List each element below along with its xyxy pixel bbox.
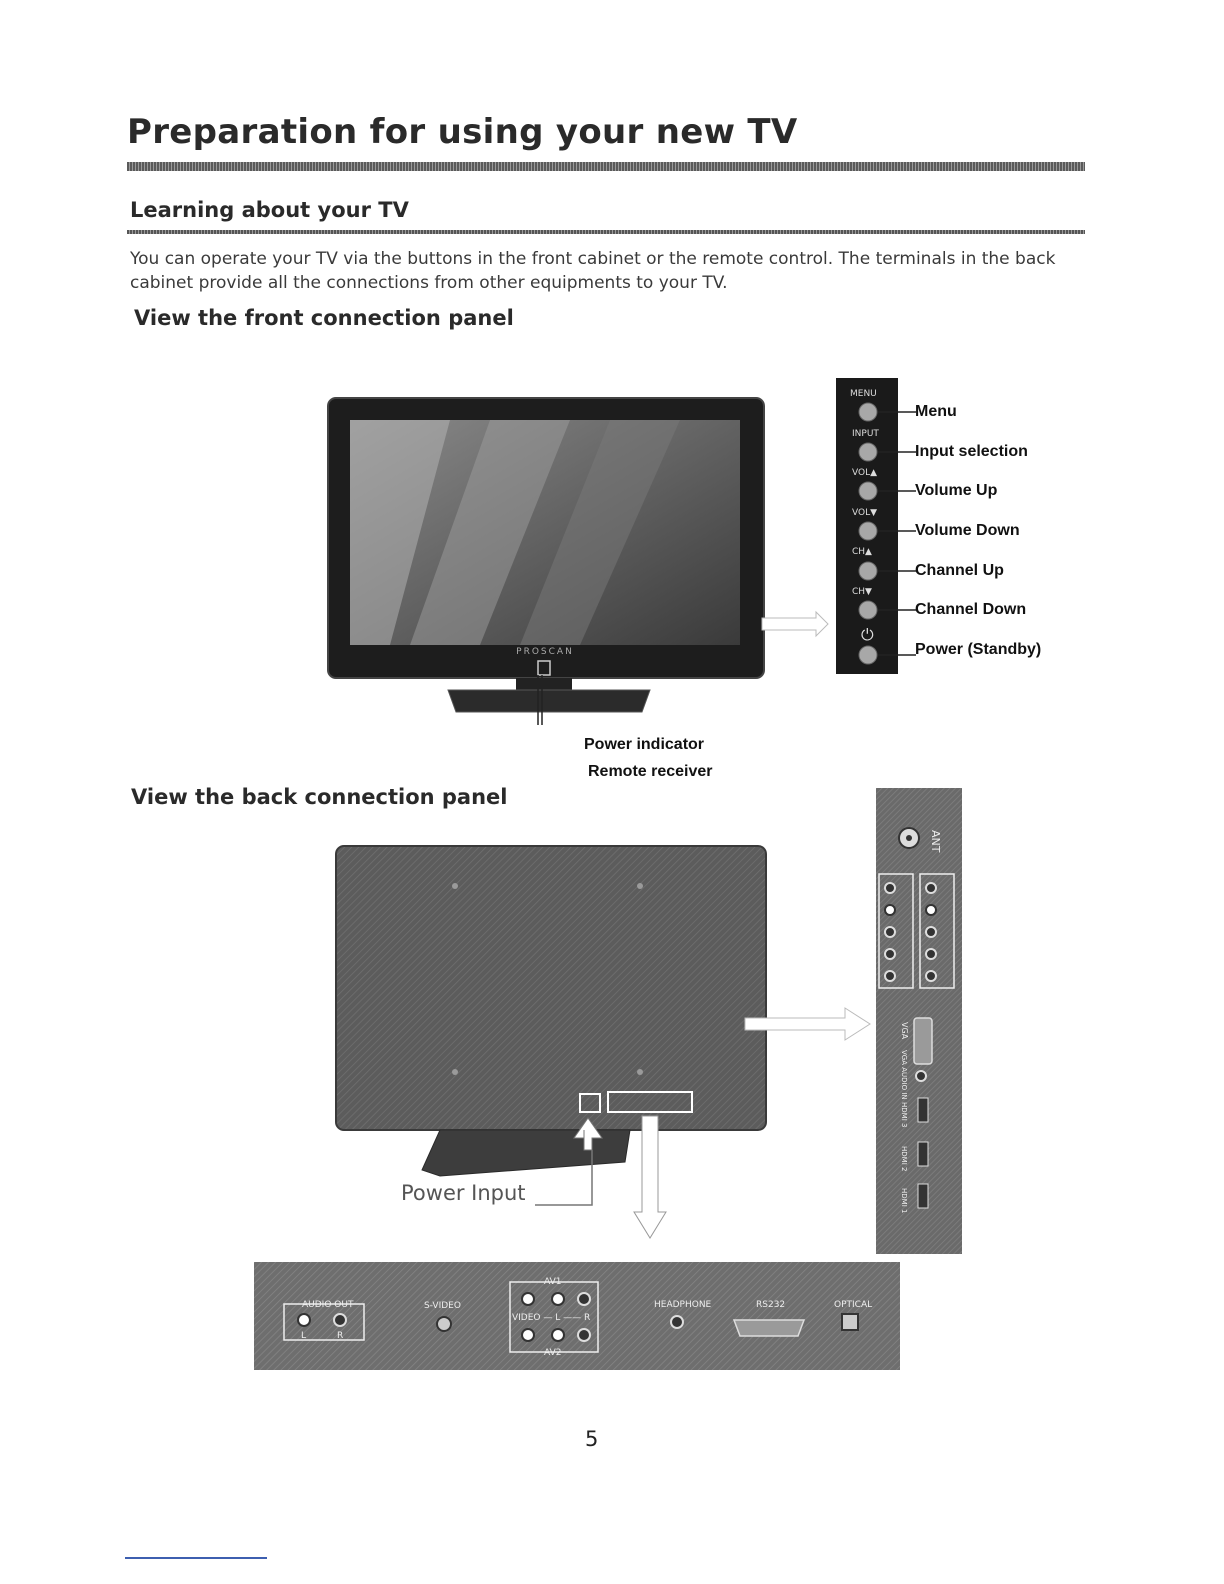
front-panel-heading: View the front connection panel — [134, 306, 514, 330]
menu-button — [859, 403, 877, 421]
hdmi3-label: HDMI 3 — [900, 1102, 908, 1128]
headphone-label: HEADPHONE — [654, 1300, 712, 1310]
channel-up-label: Channel Up — [915, 562, 1004, 579]
section-divider — [127, 230, 1085, 234]
vol-down-tag: VOL▼ — [852, 508, 878, 518]
ant-label: ANT — [929, 830, 942, 853]
av1-label: AV1 — [544, 1277, 562, 1287]
optical-port — [842, 1314, 858, 1330]
vol-up-tag: VOL▲ — [852, 468, 878, 478]
hdmi1-label: HDMI 1 — [900, 1188, 908, 1214]
tv-back-cover — [336, 846, 766, 1130]
audio-out-right-port — [334, 1314, 346, 1326]
vga-audio-label: VGA AUDIO IN — [900, 1050, 908, 1100]
power-tag: ⏻ — [861, 625, 874, 644]
power-input-label: Power Input — [401, 1181, 526, 1205]
footer-divider — [125, 1557, 267, 1559]
ch-down-tag: CH▼ — [852, 587, 872, 597]
volume-down-label: Volume Down — [915, 522, 1020, 539]
audio-l-label: L — [301, 1331, 307, 1341]
rs232-label: RS232 — [756, 1300, 786, 1310]
power-indicator-label: Power indicator — [584, 736, 705, 753]
svideo-label: S-VIDEO — [424, 1301, 461, 1311]
menu-tag: MENU — [850, 389, 877, 399]
back-tv-illustration — [330, 840, 875, 1240]
vga-label: VGA — [900, 1022, 909, 1040]
hdmi1-port — [918, 1184, 928, 1208]
hdmi2-port — [918, 1142, 928, 1166]
hdmi2-label: HDMI 2 — [900, 1146, 908, 1172]
vol-down-button — [859, 522, 877, 540]
av2-label: AV2 — [544, 1348, 562, 1358]
svideo-port — [437, 1317, 451, 1331]
channel-down-label: Channel Down — [915, 601, 1027, 618]
ch-down-button — [859, 601, 877, 619]
ch-up-button — [859, 562, 877, 580]
front-tv-illustration — [320, 390, 840, 725]
side-connection-panel — [876, 788, 962, 1254]
audio-out-label: AUDIO OUT — [302, 1300, 354, 1310]
input-selection-label: Input selection — [915, 443, 1028, 460]
hdmi3-port — [918, 1098, 928, 1122]
vol-up-button — [859, 482, 877, 500]
optical-label: OPTICAL — [834, 1300, 873, 1310]
headphone-port — [671, 1316, 683, 1328]
bottom-connection-panel — [254, 1262, 900, 1372]
vga-audio-port — [916, 1071, 926, 1081]
menu-label: Menu — [915, 403, 957, 420]
input-tag: INPUT — [852, 429, 879, 439]
page-number: 5 — [585, 1427, 599, 1451]
volume-up-label: Volume Up — [915, 482, 998, 499]
back-panel-heading: View the back connection panel — [131, 785, 508, 809]
title-divider — [127, 162, 1085, 171]
input-button — [859, 443, 877, 461]
ch-up-tag: CH▲ — [852, 547, 872, 557]
intro-paragraph: You can operate your TV via the buttons in the front cabinet or the remote control. The terminals in the back cabinet provide all the connections from other equipments to your TV. — [130, 249, 1056, 293]
page-title: Preparation for using your new TV — [127, 112, 798, 152]
video-lr-label: VIDEO — L —— R — [512, 1313, 591, 1323]
remote-receiver-label: Remote receiver — [588, 763, 713, 780]
power-standby-label: Power (Standby) — [915, 641, 1042, 658]
power-button — [859, 646, 877, 664]
front-button-strip — [836, 378, 916, 674]
tv-brand-logo: PROSCAN — [516, 647, 574, 657]
rs232-port — [734, 1320, 804, 1336]
section-title: Learning about your TV — [130, 198, 409, 222]
audio-out-left-port — [298, 1314, 310, 1326]
audio-r-label: R — [337, 1331, 344, 1341]
vga-port — [914, 1018, 932, 1064]
